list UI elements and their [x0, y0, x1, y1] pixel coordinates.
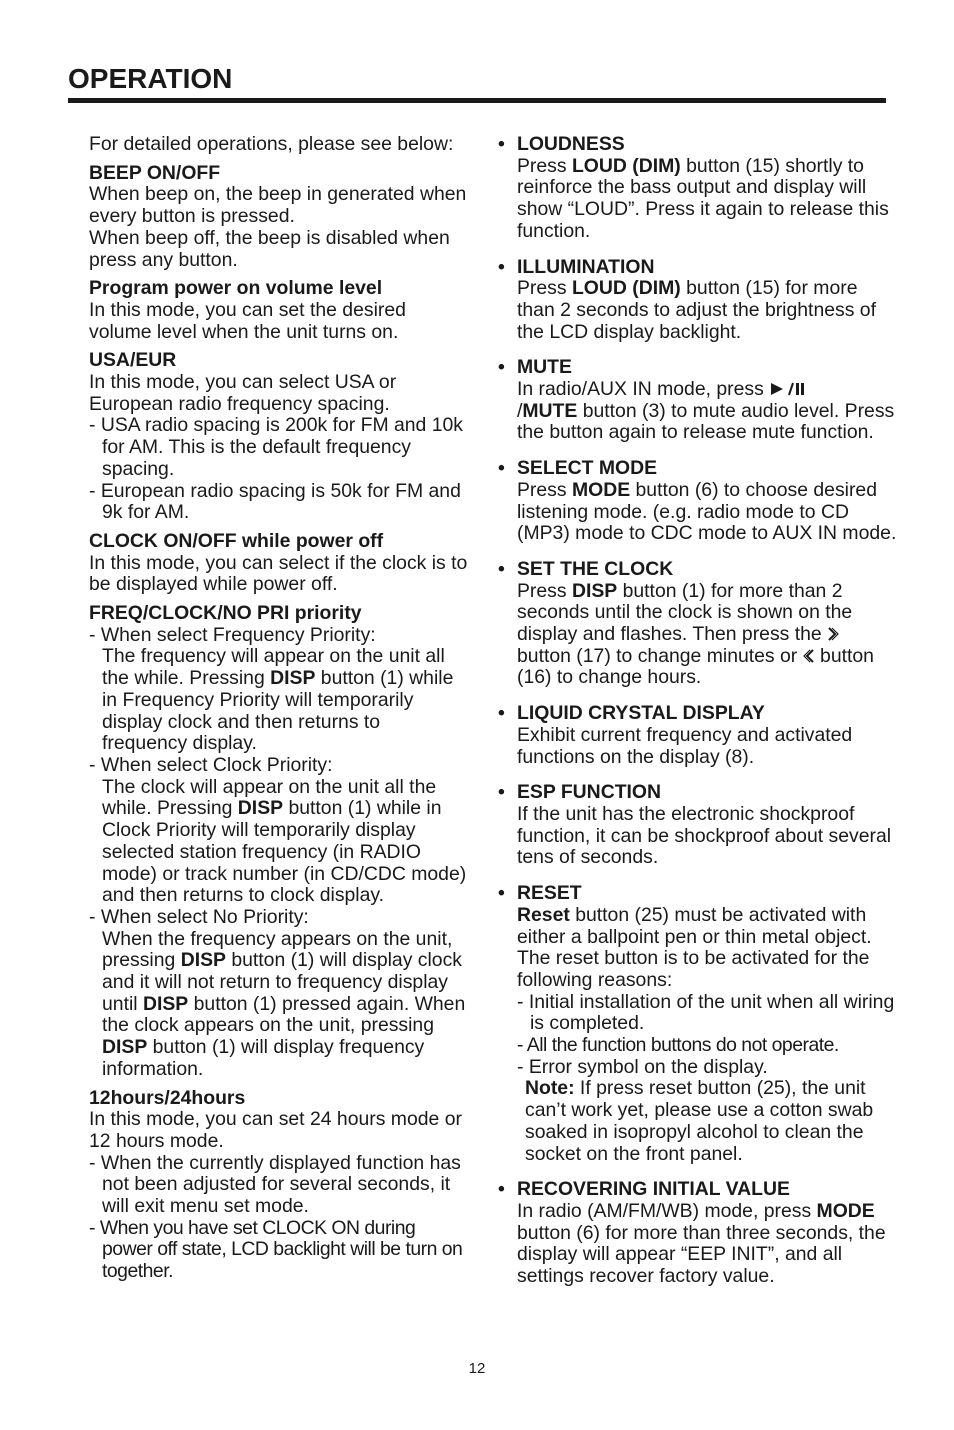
bullet-illumination	[497, 257, 897, 344]
section-priority	[89, 603, 469, 1080]
note-text: If press reset button (25), the unit can’t work yet, please use a cotton swab soaked in isopropyl alcohol to clean the socket on the front panel.	[525, 1077, 874, 1165]
bullet-dot: •	[498, 557, 505, 580]
list-item: - USA radio spacing is 200k for FM and 10k for AM. This is the default frequency spacing.	[89, 414, 463, 480]
bullet-dot: •	[498, 702, 505, 725]
bullet-select-mode	[497, 458, 897, 545]
body-text: In radio (AM/FM/WB) mode, press	[517, 1199, 817, 1222]
bullet-lcd	[497, 703, 897, 768]
button-label: Reset	[517, 903, 570, 926]
bullet-loudness	[497, 134, 897, 243]
section-title: BEEP ON/OFF	[89, 161, 221, 184]
section-title: CLOCK ON/OFF while power off	[89, 529, 384, 552]
section-beep	[89, 163, 469, 272]
bullet-dot: •	[498, 781, 505, 804]
item-text: When the frequency appears on the unit, pressing	[102, 927, 453, 972]
disp-label: DISP	[180, 949, 226, 972]
body-text: button (17) to change minutes or	[517, 644, 803, 667]
body-text: button (6) to choose desired listening mode. (e.g. radio mode to CD (MP3) mode to CDC mode to AUX IN mode.	[517, 478, 897, 545]
body-text: In this mode, you can select USA or European radio frequency spacing.	[89, 371, 397, 415]
body-text: In this mode, you can set the desired volume level when the unit turns on.	[89, 298, 406, 343]
body-text: button (1) for more than 2 seconds until the clock is shown on the display and flashes. Then press the	[517, 579, 853, 646]
bullet-esp	[497, 782, 897, 869]
button-label: MUTE	[522, 399, 578, 422]
intro-text: For detailed operations, please see below:	[89, 133, 454, 155]
bullet-dot: •	[498, 356, 505, 379]
bullet-title: ESP FUNCTION	[517, 781, 662, 804]
disp-label: DISP	[102, 1036, 148, 1059]
bullet-title: RESET	[517, 882, 582, 905]
item-head: - When select No Priority:	[89, 905, 309, 928]
chevron-right-icon	[827, 626, 839, 642]
bullet-body: Exhibit current frequency and activated functions on the display (8).	[517, 723, 853, 768]
body-text: button (6) for more than three seconds, the display will appear “EEP INIT”, and all settings recover factory value.	[517, 1221, 886, 1288]
list-item: - All the function buttons do not operate.	[517, 1034, 839, 1057]
body-text: When beep on, the beep in generated when every button is pressed.	[89, 183, 467, 228]
item-text: button (1) while in Clock Priority will temporarily display selected station frequency (in RADIO mode) or track number (in CD/CDC mode) and then returns to clock display.	[102, 797, 467, 907]
body-text: button (15) for more than 2 seconds to adjust the brightness of the LCD display backlight.	[517, 277, 876, 343]
button-label: MODE	[816, 1199, 875, 1222]
right-column	[497, 134, 897, 1302]
body-text: Press	[517, 579, 572, 602]
reset-note	[517, 1078, 897, 1165]
bullet-body: If the unit has the electronic shockproof function, it can be shockproof about several tens of seconds.	[517, 802, 892, 869]
button-label: LOUD (DIM)	[571, 277, 681, 300]
item-head: - When select Frequency Priority:	[89, 623, 376, 646]
body-text: Press	[517, 277, 572, 300]
left-column	[89, 134, 469, 1290]
list-item: - When you have set CLOCK ON during power off state, LCD backlight will be turn on together.	[89, 1216, 463, 1283]
bullet-title: SET THE CLOCK	[517, 557, 674, 580]
body-text: button (3) to mute audio level. Press the button again to release mute function.	[517, 399, 895, 444]
bullet-body	[517, 1201, 897, 1288]
list-item	[89, 907, 469, 1081]
bullet-body	[517, 278, 897, 343]
bullet-title: LIQUID CRYSTAL DISPLAY	[517, 702, 765, 725]
bullet-reset	[497, 883, 897, 1165]
list-item: - Initial installation of the unit when all wiring is completed.	[517, 990, 895, 1035]
list-item: - European radio spacing is 50k for FM and 9k for AM.	[89, 479, 461, 524]
section-title: FREQ/CLOCK/NO PRI priority	[89, 602, 362, 625]
disp-label: DISP	[270, 667, 316, 690]
body-text: In this mode, you can select if the clock is to be displayed while power off.	[89, 551, 468, 596]
button-label: LOUD (DIM)	[571, 154, 681, 177]
section-title: 12hours/24hours	[89, 1086, 246, 1109]
button-label: MODE	[571, 478, 631, 501]
section-program-volume	[89, 278, 469, 343]
item-text: button (1) while in Frequency Priority will temporarily display clock and then returns to frequency display.	[102, 667, 454, 755]
section-usa-eur	[89, 350, 469, 524]
bullet-set-clock	[497, 559, 897, 689]
body-text: /	[517, 399, 523, 422]
bullet-title: ILLUMINATION	[517, 255, 655, 278]
bullet-dot: •	[498, 1178, 505, 1201]
body-text: Press	[517, 154, 572, 177]
item-text: button (1) will display clock and it will not return to frequency display until	[102, 949, 462, 1015]
list-item	[89, 625, 469, 755]
list-item: - When the currently displayed function has not been adjusted for several seconds, it will exit menu set mode.	[89, 1151, 461, 1218]
section-title: Program power on volume level	[89, 277, 383, 300]
page-number: 12	[468, 1360, 486, 1377]
body-text: button (16) to change hours.	[517, 644, 874, 689]
button-label: DISP	[571, 579, 618, 602]
bullet-title: MUTE	[517, 356, 572, 379]
bullet-mute	[497, 357, 897, 444]
disp-label: DISP	[142, 992, 189, 1015]
bullet-dot: •	[498, 133, 505, 155]
bullet-body	[517, 156, 897, 243]
disp-label: DISP	[237, 797, 284, 820]
bullet-body	[517, 905, 897, 992]
bullet-recover	[497, 1179, 897, 1288]
body-text: Press	[517, 478, 572, 501]
body-text: When beep off, the beep is disabled when press any button.	[89, 226, 450, 271]
item-text: The frequency will appear on the unit all the while. Pressing	[102, 645, 445, 690]
body-text: In this mode, you can set 24 hours mode or 12 hours mode.	[89, 1108, 462, 1152]
item-text: button (1) will display frequency information.	[102, 1036, 425, 1080]
bullet-body	[517, 379, 897, 444]
bullet-title: RECOVERING INITIAL VALUE	[517, 1178, 790, 1201]
bullet-body	[517, 581, 897, 690]
bullet-title: LOUDNESS	[517, 133, 625, 155]
bullet-dot: •	[498, 882, 505, 905]
play-pause-icon	[769, 381, 805, 397]
section-hours	[89, 1088, 469, 1283]
chevron-left-icon	[803, 648, 815, 664]
note-label: Note:	[525, 1077, 575, 1100]
item-text: button (1) pressed again. When the clock appears on the unit, pressing	[102, 992, 466, 1037]
list-item: - Error symbol on the display.	[517, 1055, 768, 1078]
body-text: button (25) must be activated with either a ballpoint pen or thin metal object. The reset button is to be activated for the following reasons:	[517, 903, 872, 991]
item-text: The clock will appear on the unit all the while. Pressing	[102, 775, 437, 820]
page-title: OPERATION	[68, 63, 233, 94]
bullet-dot: •	[498, 457, 505, 480]
title-rule	[68, 98, 886, 103]
item-head: - When select Clock Priority:	[89, 753, 333, 776]
bullet-dot: •	[498, 255, 505, 278]
bullet-body	[517, 480, 897, 545]
section-title: USA/EUR	[89, 349, 177, 372]
body-text: In radio/AUX IN mode, press	[517, 378, 770, 401]
list-item	[89, 755, 469, 907]
section-clock-power-off	[89, 531, 469, 596]
body-text: button (15) shortly to reinforce the bass output and display will show “LOUD”. Press it again to release this function.	[517, 154, 889, 242]
bullet-title: SELECT MODE	[517, 457, 658, 480]
